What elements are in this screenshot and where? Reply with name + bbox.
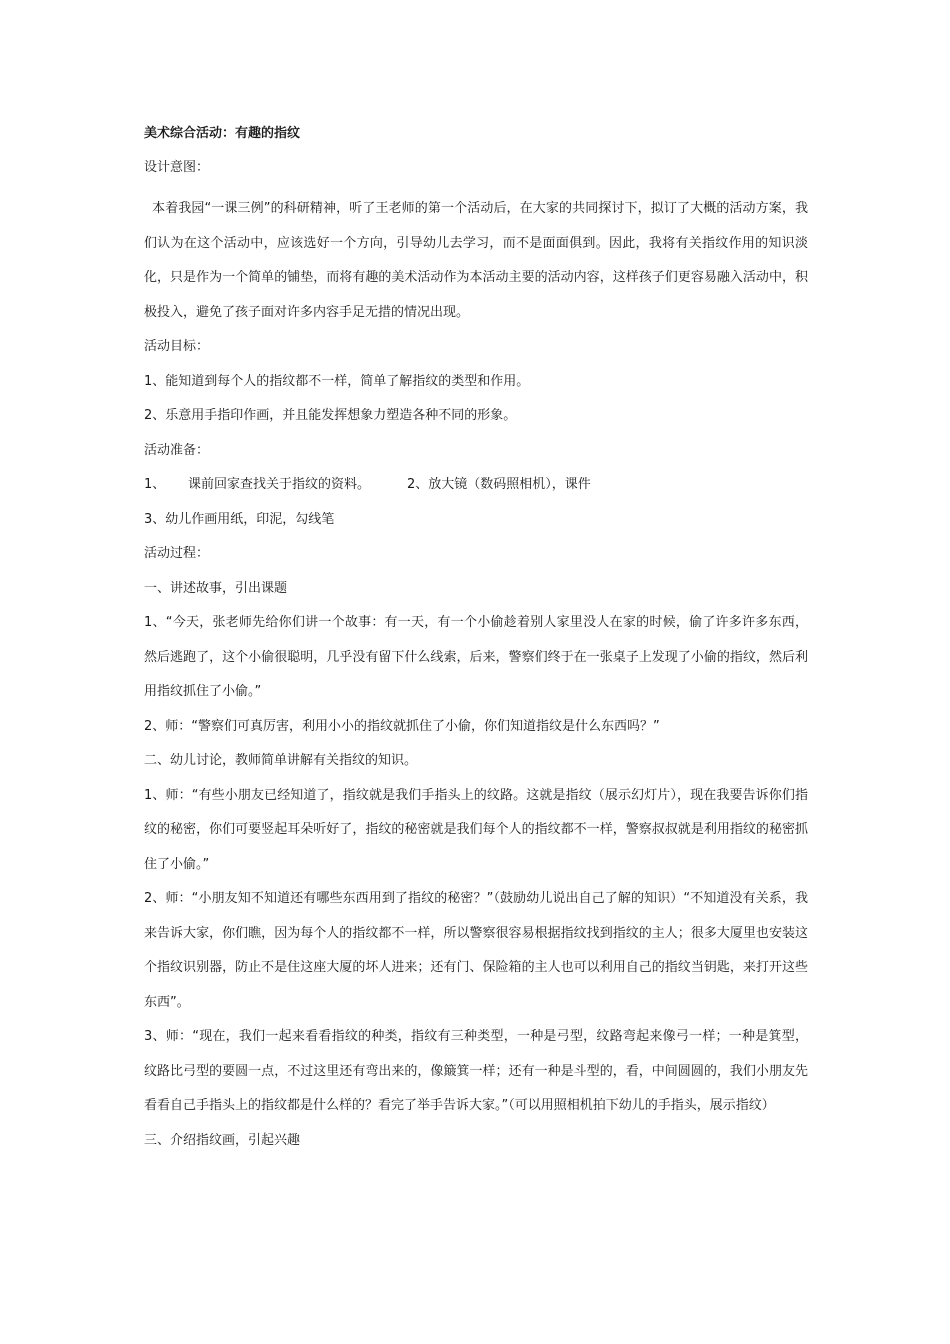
prep-heading: 活动准备：	[144, 442, 210, 458]
document-page	[144, 124, 808, 1158]
document-title: 美术综合活动：有趣的指纹	[144, 126, 301, 141]
goal-item-2: 2、乐意用手指印作画，并且能发挥想象力塑造各种不同的形象。	[144, 408, 517, 423]
section-2-heading: 二、幼儿讨论，教师简单讲解有关指纹的知识。	[144, 753, 418, 768]
section-2-paragraph-1: 1、师：“有些小朋友已经知道了，指纹就是我们手指头上的纹路。这就是指纹（展示幻灯片），现在我要告诉你们指纹的秘密，你们可要竖起耳朵听好了，指纹的秘密就是我们每个人的指纹都不一样，警察叔叔就是利用指纹的秘密抓住了小偷。”	[144, 787, 808, 872]
section-1-paragraph-2: 2、师：“警察们可真厉害，利用小小的指纹就抓住了小偷，你们知道指纹是什么东西吗？”	[144, 718, 660, 734]
prep-item-1-text: 课前回家查找关于指纹的资料。	[188, 477, 371, 492]
goal-item-1: 1、能知道到每个人的指纹都不一样，简单了解指纹的类型和作用。	[144, 373, 530, 389]
prep-row-1	[144, 468, 808, 503]
goals-heading: 活动目标：	[144, 339, 210, 354]
prep-item-2: 2、放大镜（数码照相机），课件	[407, 477, 591, 492]
section-2-paragraph-3: 3、师：“现在，我们一起来看看指纹的种类，指纹有三种类型，一种是弓型，纹路弯起来像弓一样；一种是箕型，纹路比弓型的要圆一点，不过这里还有弯出来的，像簸箕一样；还有一种是斗型的，看，中间圆圆的，我们小朋友先看看自己手指头上的指纹都是什么样的？看完了举手告诉大家。”（可以用照相机拍下幼儿的手指头，展示指纹）	[144, 1029, 808, 1113]
prep-item-1	[144, 468, 407, 503]
process-heading: 活动过程：	[144, 546, 210, 561]
section-3-heading: 三、介绍指纹画，引起兴趣	[144, 1132, 301, 1148]
prep-item-3: 3、幼儿作画用纸，印泥，勾线笔	[144, 511, 335, 527]
design-heading: 设计意图：	[144, 160, 210, 175]
prep-item-1-number: 1、	[144, 477, 166, 492]
section-1-paragraph-1: 1、“今天，张老师先给你们讲一个故事：有一天，有一个小偷趁着别人家里没人在家的时候，偷了许多许多东西，然后逃跑了，这个小偷很聪明，几乎没有留下什么线索，后来，警察们终于在一张桌子上发现了小偷的指纹，然后利用指纹抓住了小偷。”	[144, 615, 808, 699]
design-paragraph: 本着我园“一课三例”的科研精神，听了王老师的第一个活动后，在大家的共同探讨下，拟订了大概的活动方案，我们认为在这个活动中，应该选好一个方向，引导幼儿去学习，而不是面面俱到。因此，我将有关指纹作用的知识淡化，只是作为一个简单的铺垫，而将有趣的美术活动作为本活动主要的活动内容，这样孩子们更容易融入活动中，积极投入，避免了孩子面对许多内容手足无措的情况出现。	[144, 201, 808, 320]
section-2-paragraph-2: 2、师：“小朋友知不知道还有哪些东西用到了指纹的秘密？”（鼓励幼儿说出自己了解的知识）“不知道没有关系，我来告诉大家，你们瞧，因为每个人的指纹都不一样，所以警察很容易根据指纹找到指纹的主人；很多大厦里也安装这个指纹识别器，防止不是住这座大厦的坏人进来；还有门、保险箱的主人也可以利用自己的指纹当钥匙，来打开这些东西”。	[144, 891, 808, 1010]
section-1-heading: 一、讲述故事，引出课题	[144, 580, 288, 596]
